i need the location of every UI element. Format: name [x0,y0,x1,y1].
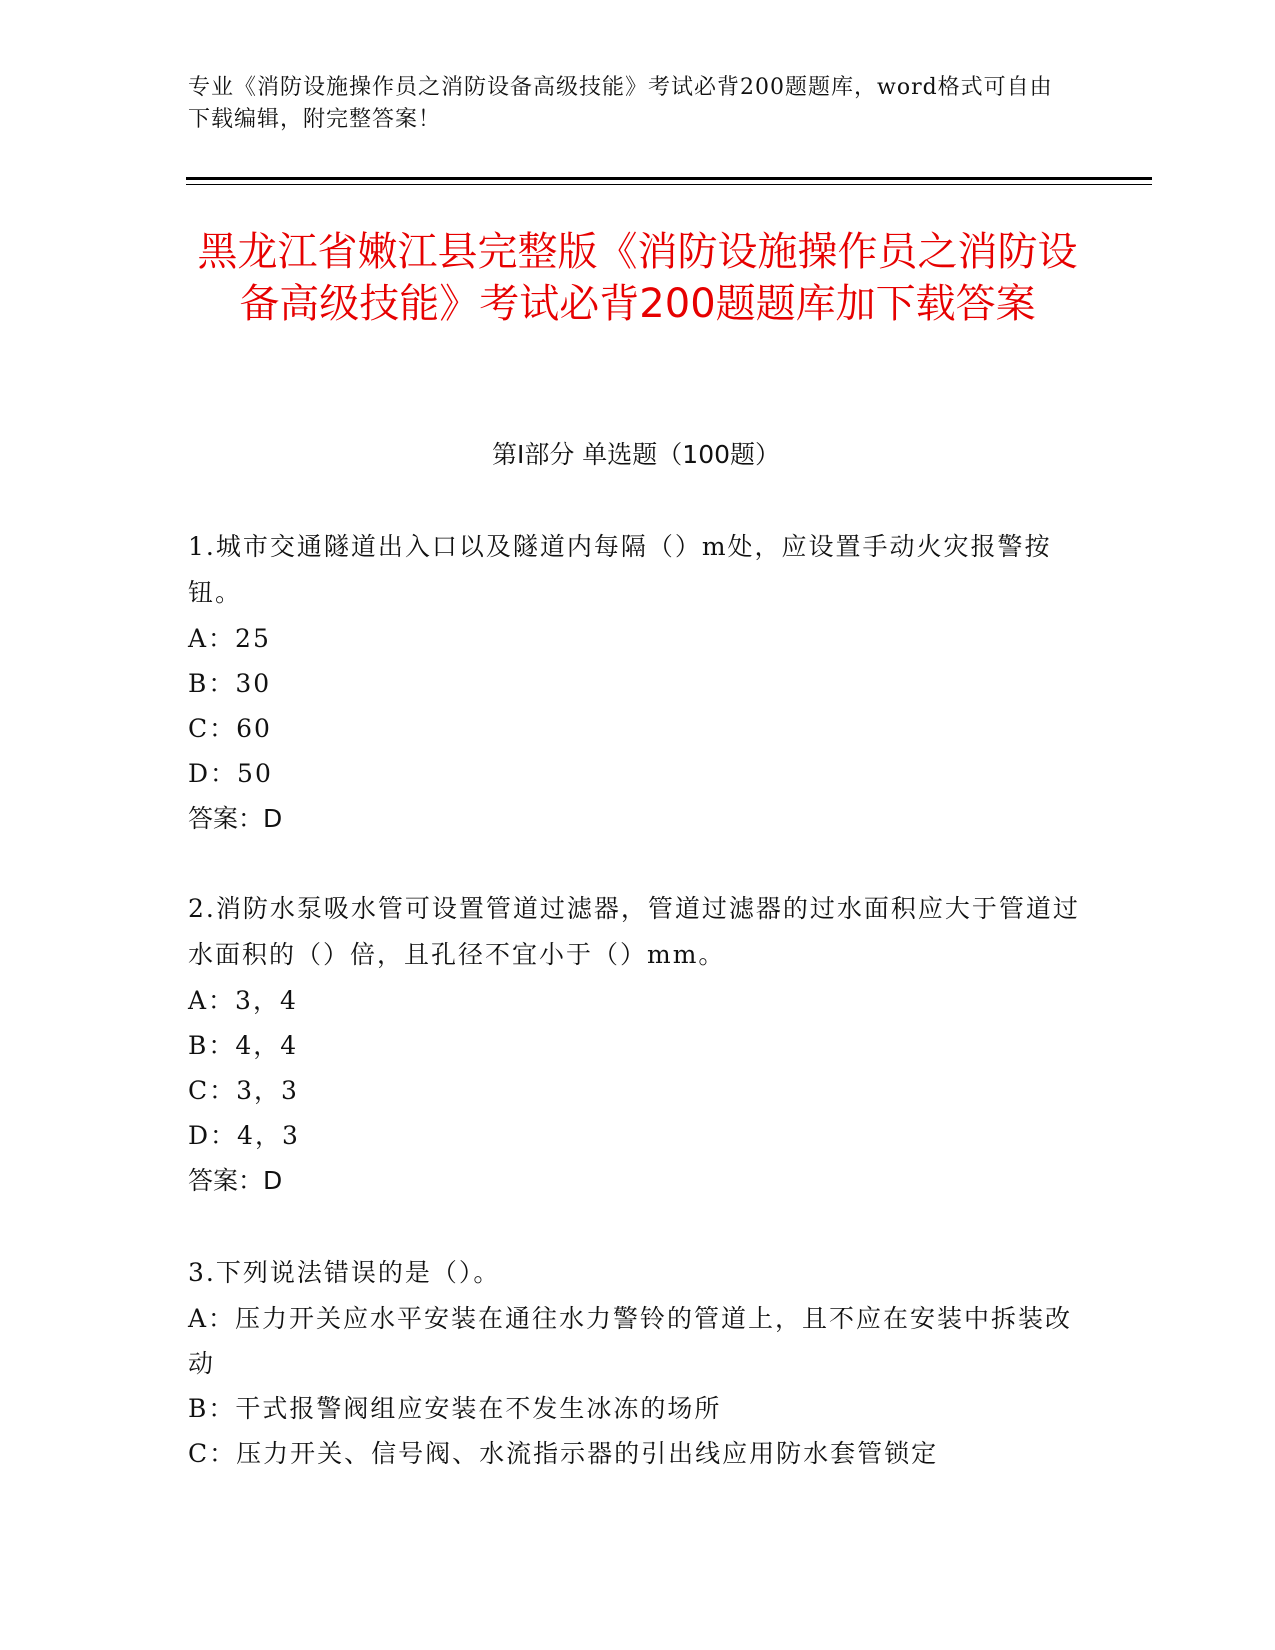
header-note: 专业《消防设施操作员之消防设备高级技能》考试必背200题题库，word格式可自由下载编辑，附完整答案！ [188,75,1053,132]
option-a: A：压力开关应水平安装在通往水力警铃的管道上，且不应在安装中拆装改动 [188,1304,1073,1378]
answer: 答案：D [188,1166,283,1195]
option-c: C：60 [188,714,272,743]
option-a: A：25 [188,624,271,653]
option-d: D：4，3 [188,1121,300,1150]
option-b: B：干式报警阀组应安装在不发生冰冻的场所 [188,1394,722,1423]
option-c: C：3，3 [188,1076,299,1105]
document-title: 黑龙江省嫩江县完整版《消防设施操作员之消防设备高级技能》考试必背200题题库加下载答案 [197,229,1078,327]
section-heading: 第I部分 单选题（100题） [491,440,781,469]
answer: 答案：D [188,804,283,833]
question-stem: 2.消防水泵吸水管可设置管道过滤器，管道过滤器的过水面积应大于管道过水面积的（）倍，且孔径不宜小于（）mm。 [188,894,1080,969]
question-stem: 3.下列说法错误的是（）。 [188,1258,501,1287]
header-divider-thin [186,184,1152,185]
question-3 [188,1250,1088,1476]
option-a: A：3，4 [188,986,298,1015]
question-1 [188,524,1088,841]
option-c: C：压力开关、信号阀、水流指示器的引出线应用防水套管锁定 [188,1439,939,1468]
question-2 [188,886,1088,1203]
option-b: B：4，4 [188,1031,299,1060]
option-b: B：30 [188,669,272,698]
option-d: D：50 [188,759,273,788]
question-stem: 1.城市交通隧道出入口以及隧道内每隔（）m处，应设置手动火灾报警按钮。 [188,532,1052,607]
header-divider-thick [186,177,1152,180]
